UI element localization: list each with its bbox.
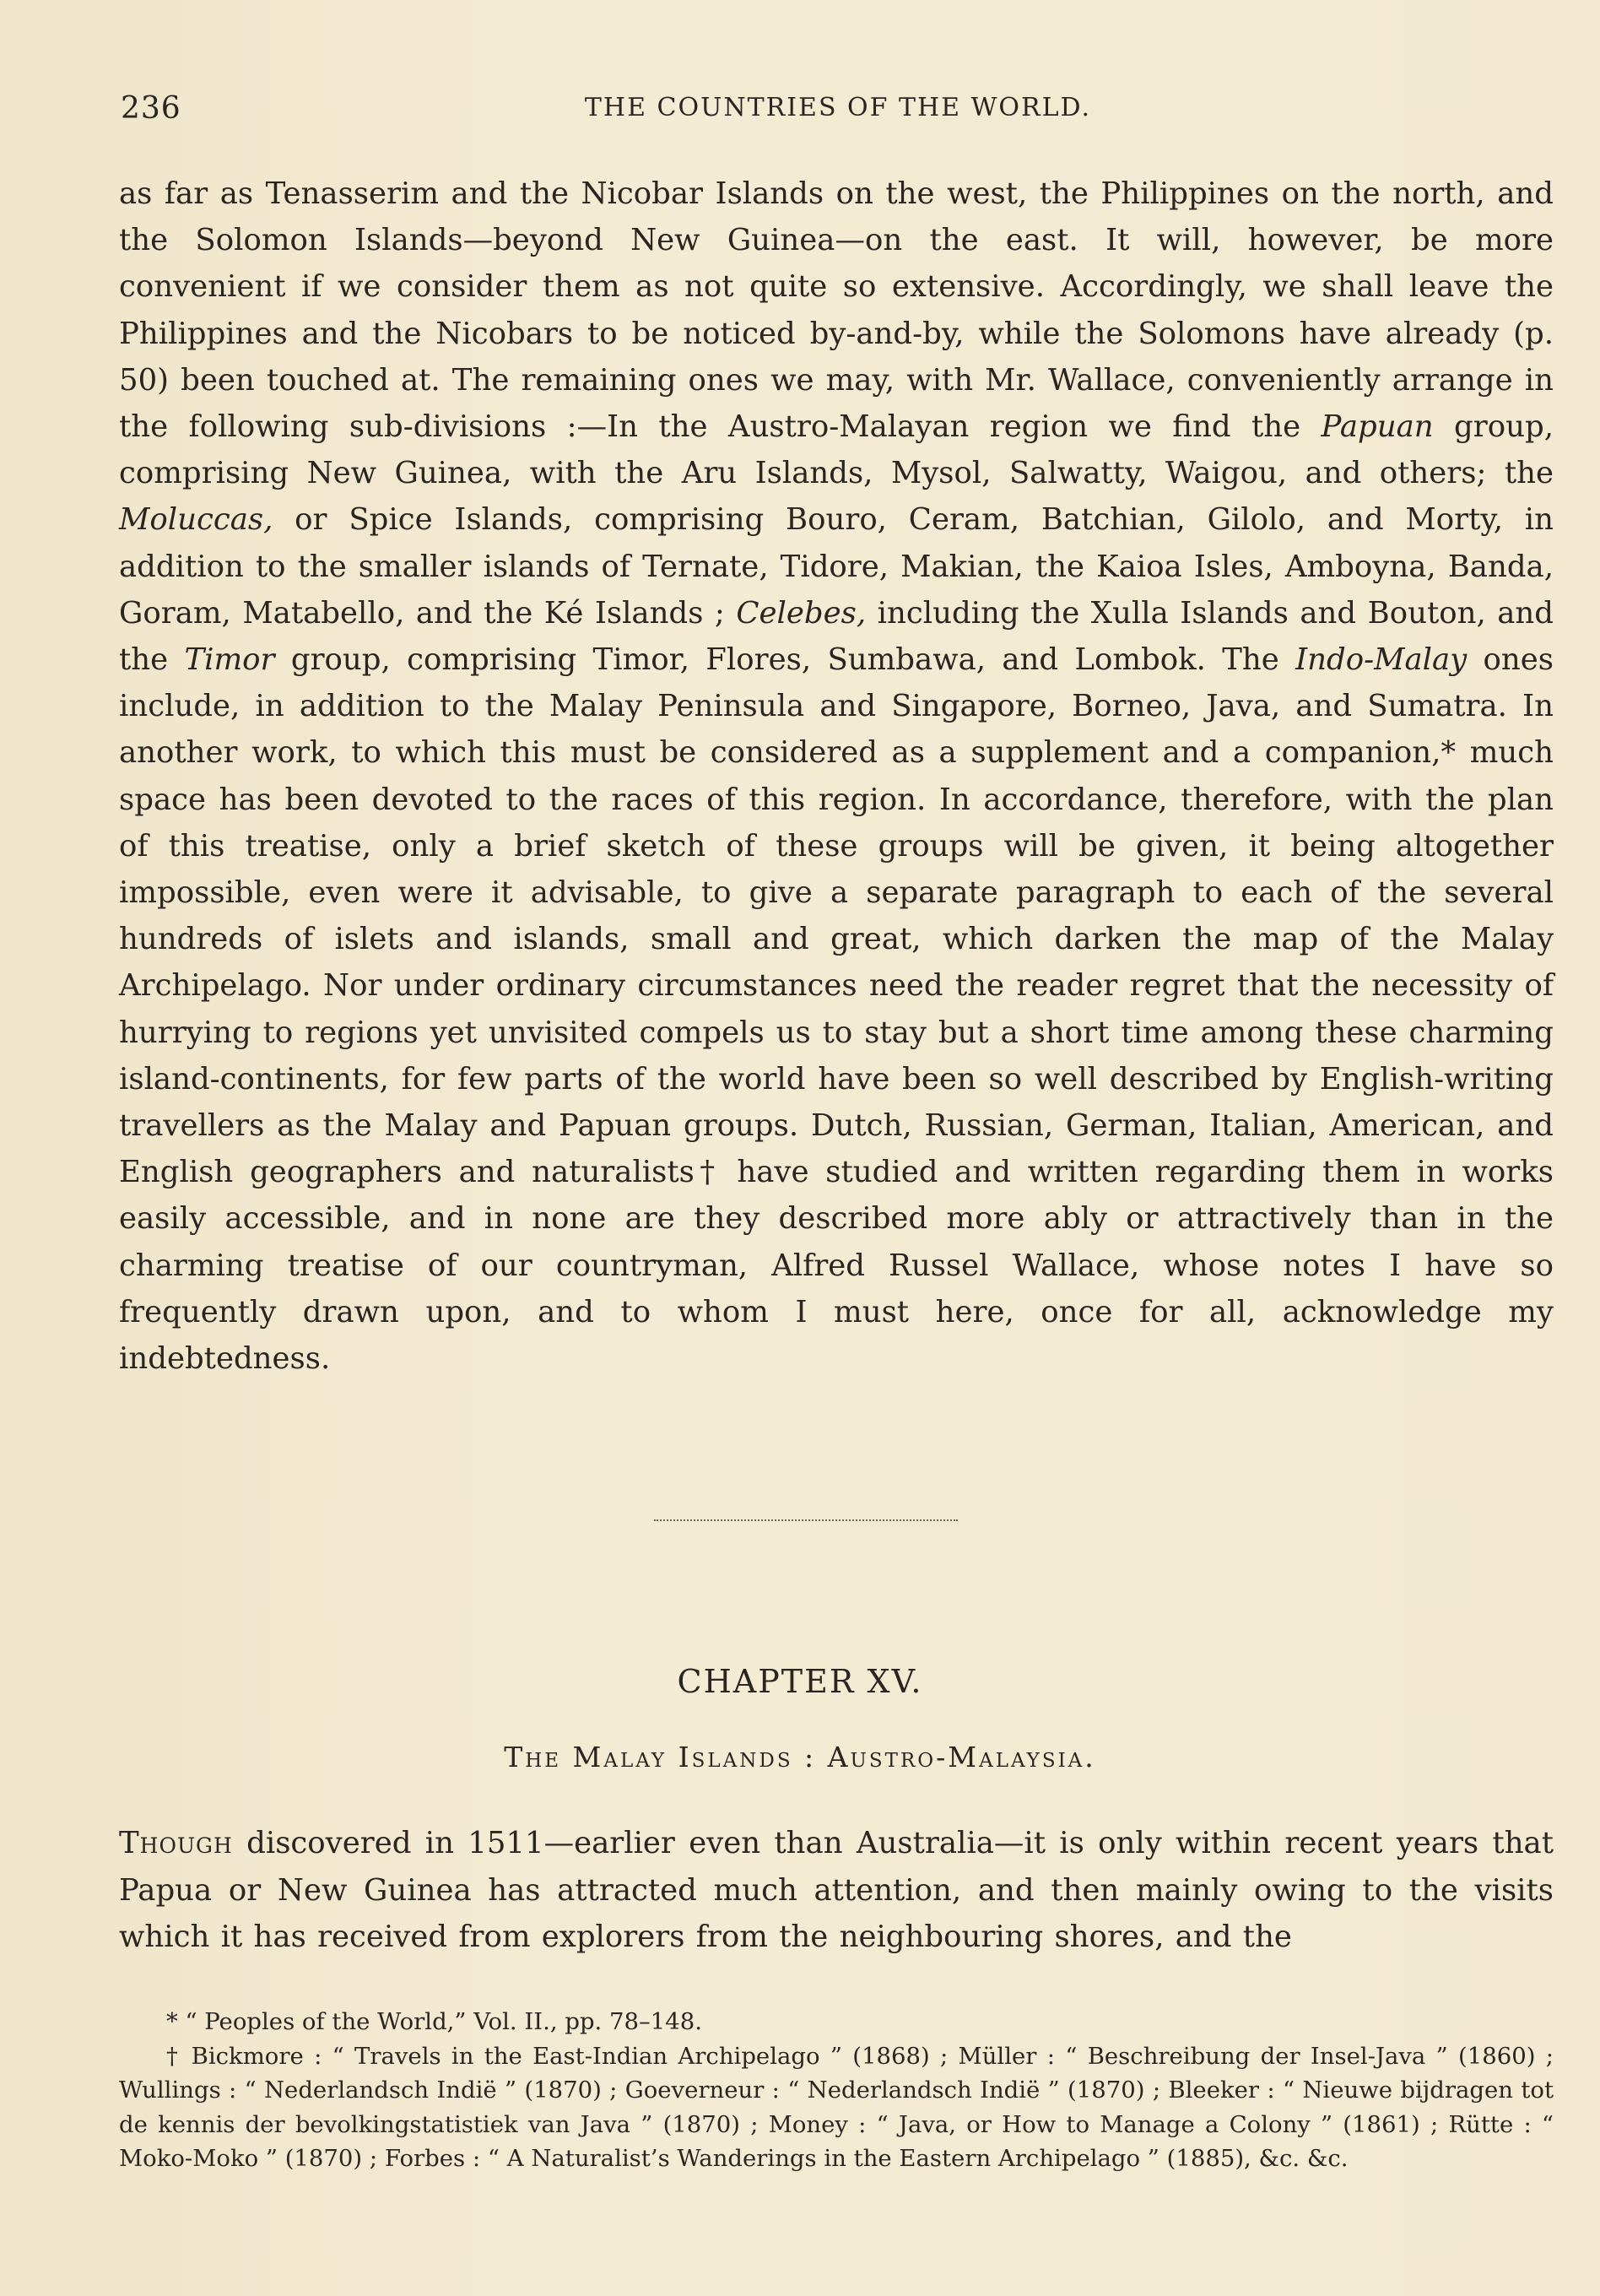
italic-timor: Timor [184,642,275,678]
text-run: discovered in 1511—earlier even than Australia—it is only within recent years that Papua or New Guinea has attracted much attention, and then mainly owing to the visits which it has received from explorers from the neighbouring shores, and the [119,1826,1554,1954]
text-run: including the Xulla Islands and Bouton, and the [119,595,1554,678]
text-run: as far as Tenasserim and the Nicobar Islands on the west, the Philippines on the north, and the Solomon Islands—beyond New Guinea—on the east. It will, however, be more convenient if we consider them as not quite so extensive. Accordingly, we shall leave the Philippines and the Nicobars to be noticed by-and-by, while the Solomons have already (p. 50) been touched at. The remaining ones we may, with Mr. Wallace, conveniently arrange in the following sub-divisions :—In the Austro-Malayan region we find the [119,176,1554,445]
italic-moluccas: Moluccas, [119,502,273,538]
chapter-title: CHAPTER XV. [677,1663,923,1700]
first-word: Though [119,1826,233,1860]
text-run: group, comprising New Guinea, with the Aru Islands, Mysol, Salwatty, Waigou, and others; the [119,409,1554,491]
page-number: 236 [121,91,181,126]
page-header [121,91,1555,130]
chapter-subtitle: The Malay Islands : Austro-Malaysia. [504,1741,1096,1773]
italic-indo-malay: Indo-Malay [1295,642,1468,678]
section-divider [654,1519,958,1521]
footnote-1: * “ Peoples of the World,” Vol. II., pp. 78–148. [166,2008,702,2035]
italic-papuan: Papuan [1321,409,1434,445]
chapter-opening [119,1820,1554,1961]
text-run: or Spice Islands, comprising Bouro, Ceram, Batchian, Gilolo, and Morty, in addition to the smaller islands of Ternate, Tidore, Makian, the Kaioa Isles, Amboyna, Banda, Goram, Matabello, and the Ké Islands ; [119,502,1554,631]
italic-celebes: Celebes, [736,595,867,631]
footnote-2: † Bickmore : “ Travels in the East-Indian Archipelago ” (1868) ; Müller : “ Beschreibung der Insel-Java ” (1860) ; Wullings : “ Nederlandsch Indië ” (1870) ; Goeverneur : “ Nederlandsch Indië ” (1870) ; Bleeker : “ Nieuwe bijdragen tot de kennis der bevolkingstatistiek van Java ” (1870) ; Money : “ Java, or How to Manage a Colony ” (1861) ; Rütte : “ Moko-Moko ” (1870) ; Forbes : “ A Naturalist’s Wanderings in the Eastern Archipelago ” (1885), &c. &c. [119,2042,1554,2172]
footnotes [119,2005,1554,2176]
continued-paragraph [119,171,1554,1382]
paragraph-1 [119,171,1554,1382]
text-run: group, comprising Timor, Flores, Sumbawa, and Lombok. The [274,642,1296,678]
running-head: THE COUNTRIES OF THE WORLD. [584,93,1092,122]
chapter-paragraph [119,1820,1554,1961]
text-run: ones include, in addition to the Malay Peninsula and Singapore, Borneo, Java, and Sumatra. In another work, to which this must be considered as a supplement and a companion,* much space has been devoted to the races of this region. In accordance, therefore, with the plan of this treatise, only a brief sketch of these groups will be given, it being altogether impossible, even were it advisable, to give a separate paragraph to each of the several hundreds of islets and islands, small and great, which darken the map of the Malay Archipelago. Nor under ordinary circumstances need the reader regret that the necessity of hurrying to regions yet unvisited compels us to stay but a short time among these charming island-continents, for few parts of the world have been so well described by English-writing travellers as the Malay and Papuan groups. Dutch, Russian, German, Italian, American, and English geographers and naturalists† have studied and written regarding them in works easily accessible, and in none are they described more ably or attractively than in the charming treatise of our countryman, Alfred Russel Wallace, whose notes I have so frequently drawn upon, and to whom I must here, once for all, acknowledge my indebtedness. [119,642,1554,1377]
